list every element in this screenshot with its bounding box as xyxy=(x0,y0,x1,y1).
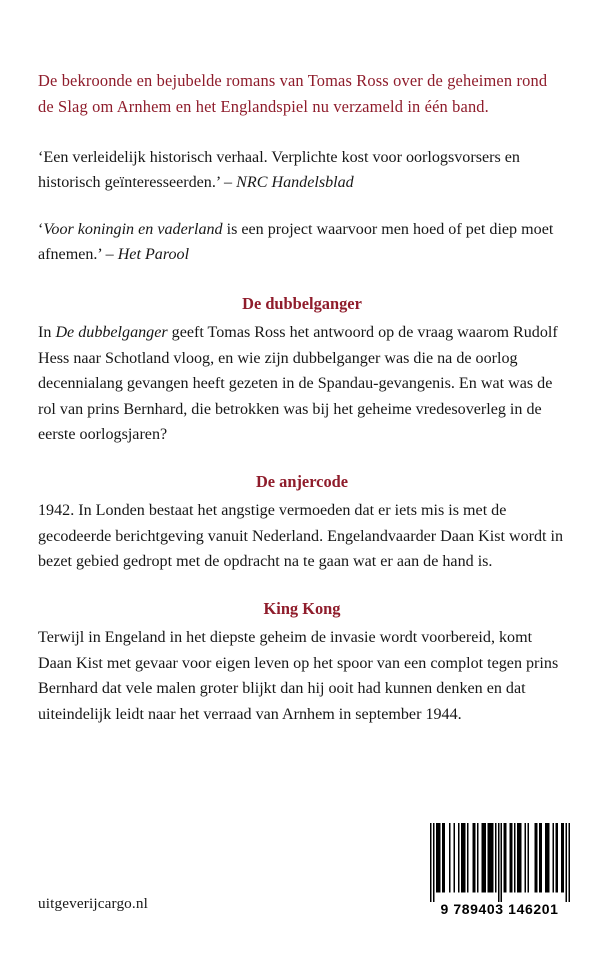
section-de-anjercode xyxy=(38,470,566,575)
quote-open-mark: ‘ xyxy=(38,221,44,239)
section-body-king-kong: Terwijl in Engeland in het diepste geheim de invasie wordt voorbereid, komt Daan Kist met gevaar voor eigen leven op het spoor van een complot tegen prins Bernhard dat vele malen groter blijkt dan hij ooit had kunnen denken en dat uiteindelijk leidt naar het verraad van Arnhem in september 1944. xyxy=(38,629,559,723)
press-quote-parool-source: Het Parool xyxy=(117,246,190,264)
section-king-kong xyxy=(38,597,566,728)
section-title-king-kong: King Kong xyxy=(263,598,341,618)
section-body-de-anjercode: 1942. In Londen bestaat het angstige vermoeden dat er iets mis is met de gecodeerde berichtgeving vanuit Nederland. Engelandvaarder Daan Kist wordt in bezet gebied gedropt met de opdracht na te gaan wat er aan de hand is. xyxy=(38,502,564,571)
publisher-website: uitgeverijcargo.nl xyxy=(38,895,148,912)
lead-tagline: De bekroonde en bejubelde romans van Tomas Ross over de geheimen rond de Slag om Arnhem en het Englandspiel nu verzameld in één band. xyxy=(38,71,548,116)
section-de-dubbelganger xyxy=(38,292,566,448)
cover-text-content xyxy=(38,68,566,727)
section-body-booktitle: De dubbelganger xyxy=(55,324,168,342)
section-title-de-anjercode: De anjercode xyxy=(255,471,349,491)
press-quote-parool-booktitle: Voor koningin en vaderland xyxy=(43,221,223,239)
section-body-de-dubbelganger xyxy=(38,320,566,448)
press-quote-parool xyxy=(38,217,566,267)
press-quote-nrc-source: NRC Handelsblad xyxy=(236,174,354,192)
barcode-digits: 9 789403 146201 xyxy=(440,901,559,917)
press-quotes xyxy=(38,145,566,267)
barcode-bars xyxy=(430,823,570,902)
press-quote-nrc-text: ‘Een verleidelijk historisch verhaal. Verplichte kost voor oorlogsvorsers en historisch geïnteresseerden.’ – xyxy=(38,149,520,192)
press-quote-nrc xyxy=(38,145,566,195)
press-quote-parool-text: is een project waarvoor men hoed of pet diep moet afnemen.’ – xyxy=(38,221,554,264)
isbn-barcode xyxy=(422,818,577,922)
section-body-lead-in: In xyxy=(38,324,56,342)
section-body-remainder: geeft Tomas Ross het antwoord op de vraag waarom Rudolf Hess naar Schotland vloog, en wie zijn dubbelganger was die na de oorlog decennialang gevangen heeft gezeten in de Spandau-gevangenis. En wat was de rol van prins Bernhard, die betrokken was bij het geheime vredesoverleg in de eerste oorlogsjaren? xyxy=(38,324,558,444)
section-title-de-dubbelganger: De dubbelganger xyxy=(242,293,362,313)
